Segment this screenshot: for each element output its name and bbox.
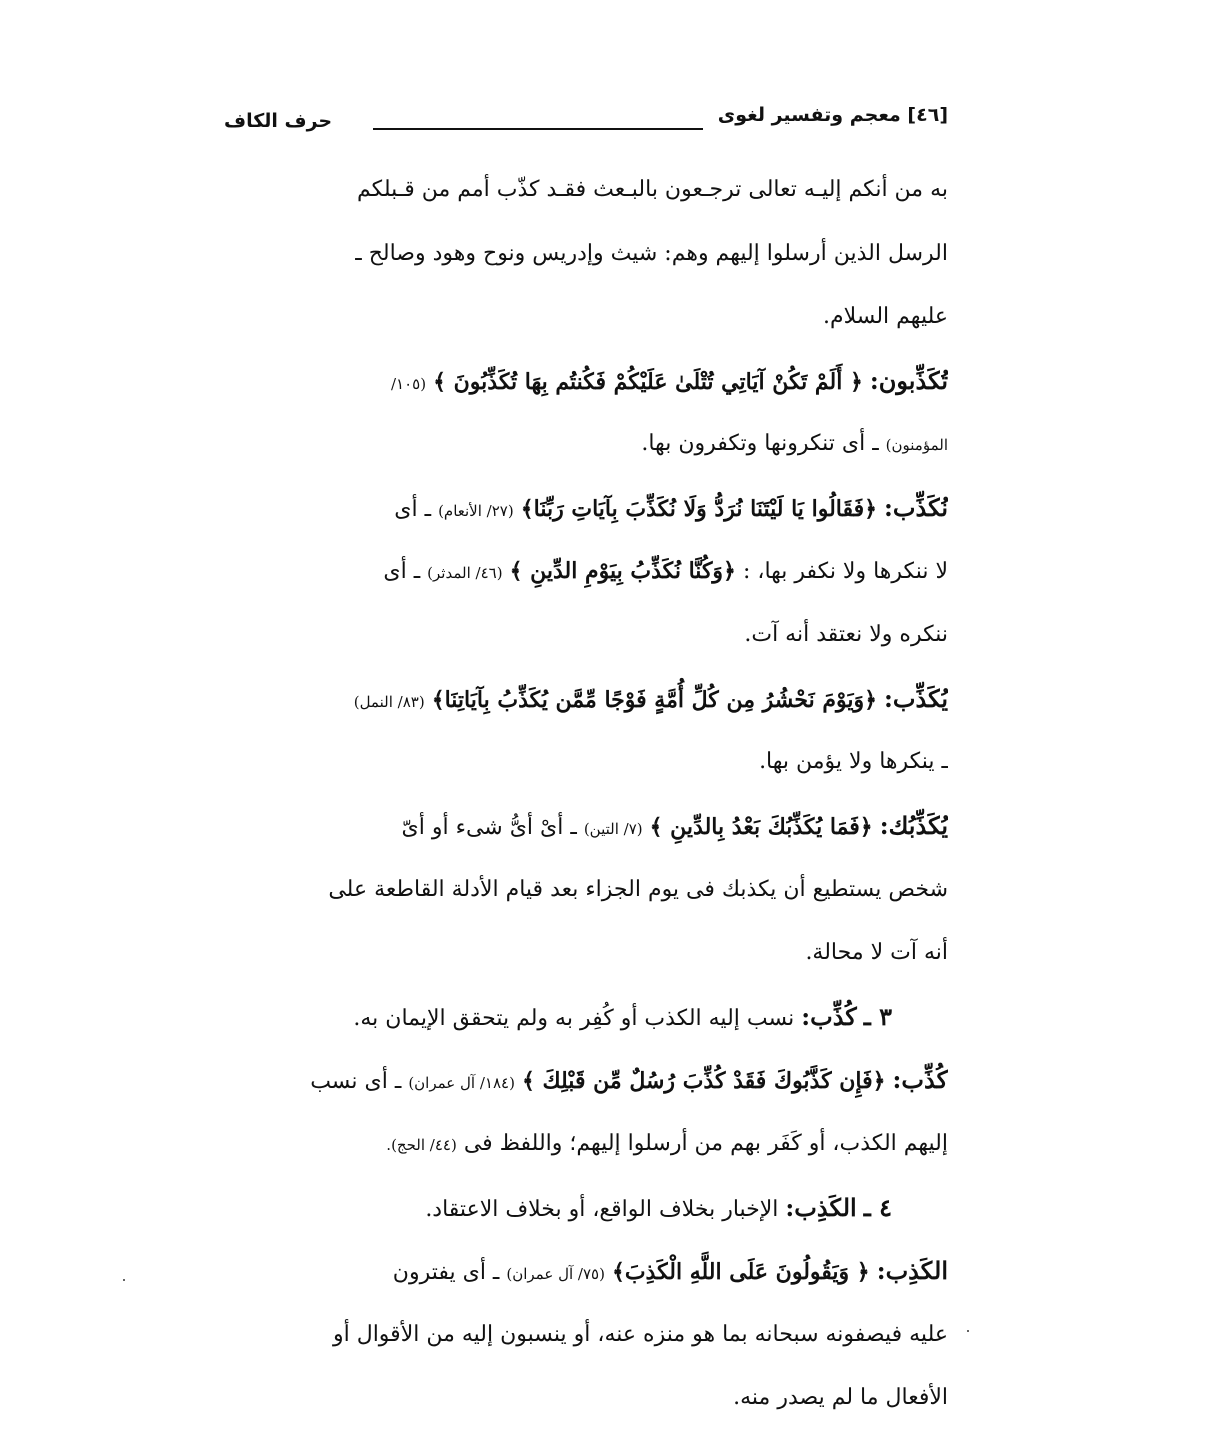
verse-reference: المؤمنون) xyxy=(885,436,948,455)
scan-speck xyxy=(123,1279,125,1281)
verse-reference: (٧/ التين) xyxy=(583,819,643,838)
text-line xyxy=(220,412,948,476)
page-number-and-title: [٤٦] معجم وتفسير لغوى xyxy=(717,104,948,126)
gloss-text: نسب إليه الكذب أو كُفِر به ولم يتحقق الإيمان به. xyxy=(353,1005,795,1031)
entry-line xyxy=(220,667,948,731)
gloss-text: ـ أى نسب xyxy=(310,1069,402,1095)
text-line: ننكره ولا نعتقد أنه آت. xyxy=(744,622,948,648)
gloss-text: ـ أى يفترون xyxy=(392,1260,500,1286)
gloss-text: إليهم الكذب، أو كَفَر بهم من أرسلوا إليهم؛ واللفظ فى xyxy=(463,1130,948,1156)
text-line: الرسل الذين أرسلوا إليهم وهم: شيث وإدريس ونوح وهود وصالح ـ xyxy=(355,240,948,266)
entry-line xyxy=(220,985,948,1049)
entry-term: نُكَذِّب: xyxy=(884,492,948,522)
verse-reference: (١٠٥/ xyxy=(390,374,427,393)
scan-speck xyxy=(967,1330,969,1332)
entry-line xyxy=(220,1176,948,1240)
quran-verse: ﴿وَكُنَّا نُكَذِّبُ بِيَوْمِ الدِّينِ ﴾ xyxy=(509,557,736,584)
entry-line xyxy=(220,1048,948,1112)
entry-number: ٣ ـ xyxy=(863,1001,892,1031)
entry-term: الكَذِب: xyxy=(876,1256,948,1286)
entry-term: يُكَذِّبُك: xyxy=(879,810,948,840)
quran-verse: ﴿ وَيَقُولُونَ عَلَى اللَّهِ الْكَذِبَ﴾ xyxy=(611,1259,870,1286)
quran-verse: ﴿ أَلَمْ تَكُنْ آيَاتِي تُتْلَىٰ عَلَيْكُمْ فَكُنتُم بِهَا تُكَذِّبُونَ ﴾ xyxy=(433,368,863,395)
verse-reference: (٧٥/ آل عمران) xyxy=(506,1265,605,1284)
text-line: ـ ينكرها ولا يؤمن بها. xyxy=(759,749,948,775)
text-line: عليهم السلام. xyxy=(822,304,948,330)
verse-reference: (٢٧/ الأنعام) xyxy=(438,501,514,520)
text-line: عليه فيصفونه سبحانه بما هو منزه عنه، أو ينسبون إليه من الأقوال أو xyxy=(332,1321,948,1347)
gloss-text: ـ أىْ أىُّ شىء أو أىّ xyxy=(401,814,577,840)
gloss-text: لا ننكرها ولا نكفر بها، : xyxy=(742,558,948,584)
text-line: أنه آت لا محالة. xyxy=(805,940,948,966)
gloss-text: ـ أى xyxy=(383,558,421,584)
entry-line xyxy=(220,794,948,858)
quran-verse: ﴿فَمَا يُكَذِّبُكَ بَعْدُ بِالدِّينِ ﴾ xyxy=(649,813,873,840)
entry-term: كُذِّب: xyxy=(892,1065,948,1095)
verse-reference: (١٨٤/ آل عمران) xyxy=(408,1074,515,1093)
text-line: الأفعال ما لم يصدر منه. xyxy=(733,1385,948,1411)
verse-reference: (٨٣/ النمل) xyxy=(353,692,425,711)
text-line xyxy=(220,1112,948,1176)
entry-line xyxy=(220,349,948,413)
entry-term: تُكَذِّبون: xyxy=(869,365,948,395)
verse-reference: (٤٦/ المدثر) xyxy=(427,563,503,582)
header-rule xyxy=(373,128,703,130)
quran-verse: ﴿فَقَالُوا يَا لَيْتَنَا نُرَدُّ وَلَا نُكَذِّبَ بِآيَاتِ رَبِّنَا﴾ xyxy=(520,495,878,522)
text-line: به من أنكم إليـه تعالى ترجـعون بالبـعث فقـد كذّب أمم من قـبلكم xyxy=(357,177,948,202)
section-title: حرف الكاف xyxy=(224,110,333,132)
text-line: شخص يستطيع أن يكذبك فى يوم الجزاء بعد قيام الأدلة القاطعة على xyxy=(328,876,948,902)
page-header xyxy=(220,100,948,144)
entry-term: الكَذِب: xyxy=(785,1192,857,1222)
entry-term: كُذِّب: xyxy=(801,1001,857,1031)
quran-verse: ﴿فَإِن كَذَّبُوكَ فَقَدْ كُذِّبَ رُسُلٌ مِّن قَبْلِكَ ﴾ xyxy=(521,1068,886,1095)
entry-term: يُكَذِّب: xyxy=(884,683,948,713)
verse-reference: (٤٤/ الحج). xyxy=(386,1135,457,1154)
gloss-text: ـ أى تنكرونها وتكفرون بها. xyxy=(641,431,879,457)
quran-verse: ﴿وَيَوْمَ نَحْشُرُ مِن كُلِّ أُمَّةٍ فَوْجًا مِّمَّن يُكَذِّبُ بِآيَاتِنَا﴾ xyxy=(431,686,878,713)
text-line xyxy=(220,540,948,604)
gloss-text: الإخبار بخلاف الواقع، أو بخلاف الاعتقاد. xyxy=(425,1196,779,1222)
entry-line xyxy=(220,476,948,540)
gloss-text: ـ أى xyxy=(394,496,432,522)
page-body xyxy=(220,158,948,1430)
entry-line xyxy=(220,1239,948,1303)
entry-number: ٤ ـ xyxy=(863,1192,892,1222)
